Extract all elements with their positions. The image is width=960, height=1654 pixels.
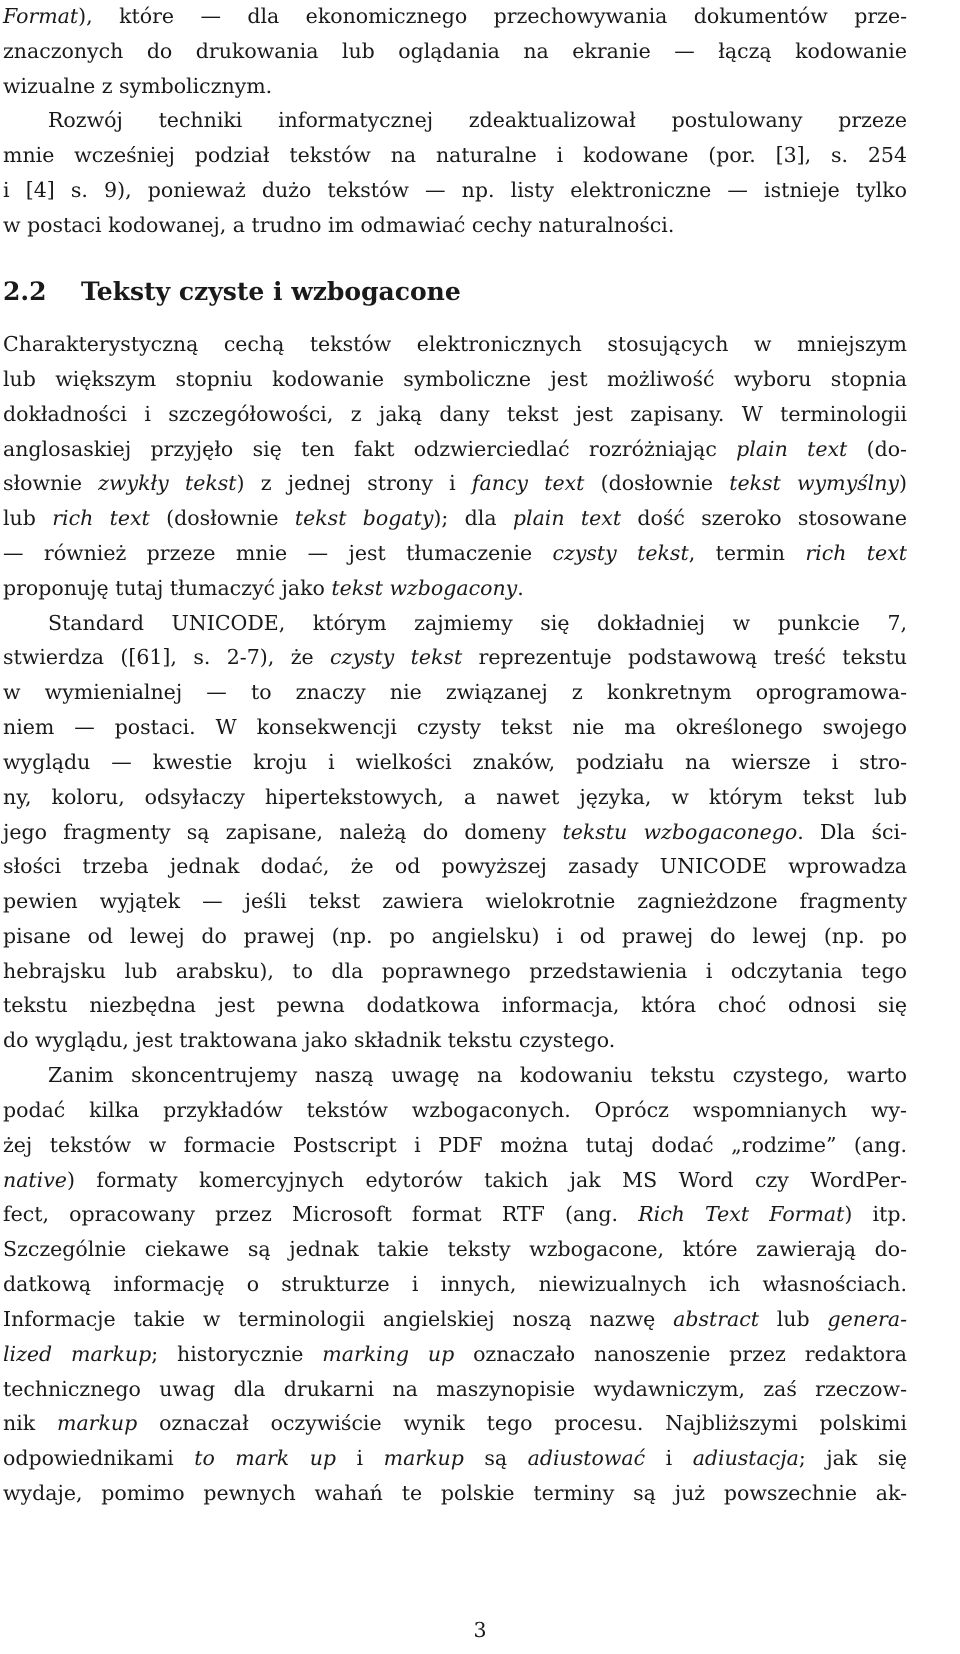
text-run: mnie wcześniej podział tekstów na naturalne i kodowane (por. [3], s. 254 bbox=[3, 143, 907, 167]
text-run: do wyglądu, jest traktowana jako składnik tekstu czystego. bbox=[3, 1028, 616, 1052]
text-line bbox=[3, 1379, 907, 1400]
italic-term: lized markup bbox=[3, 1342, 152, 1366]
text-run: ; historycznie bbox=[151, 1342, 323, 1366]
text-line bbox=[3, 369, 907, 390]
section-number: 2.2 bbox=[3, 277, 47, 306]
text-run: . Dla ści- bbox=[797, 820, 907, 844]
text-run: reprezentuje podstawową treść tekstu bbox=[462, 645, 907, 669]
text-line bbox=[48, 1065, 907, 1086]
text-line bbox=[3, 1413, 907, 1434]
italic-term: rich text bbox=[805, 541, 907, 565]
text-line bbox=[3, 76, 907, 97]
text-line bbox=[3, 1309, 907, 1330]
text-line bbox=[3, 1204, 907, 1225]
text-run: są bbox=[463, 1446, 528, 1470]
text-run: oznaczał oczywiście wynik tego procesu. Najbliższymi polskimi bbox=[137, 1411, 907, 1435]
italic-term: tekst bogaty bbox=[294, 506, 434, 530]
text-run: lub bbox=[758, 1307, 828, 1331]
text-line bbox=[3, 891, 907, 912]
text-line bbox=[3, 404, 907, 425]
text-run: nik bbox=[3, 1411, 58, 1435]
italic-term: markup bbox=[57, 1411, 138, 1435]
text-line bbox=[3, 1448, 907, 1469]
section-title: Teksty czyste i wzbogacone bbox=[81, 277, 461, 306]
text-run: (do- bbox=[847, 437, 907, 461]
text-run: i bbox=[645, 1446, 693, 1470]
text-run: słownie bbox=[3, 471, 99, 495]
text-run: znaczonych do drukowania lub oglądania na ekranie — łączą kodowanie bbox=[3, 39, 907, 63]
text-line bbox=[3, 145, 907, 166]
text-run: Zanim skoncentrujemy naszą uwagę na kodowaniu tekstu czystego, warto bbox=[48, 1063, 907, 1087]
italic-term: genera- bbox=[827, 1307, 907, 1331]
text-run: jego fragmenty są zapisane, należą do domeny bbox=[3, 820, 563, 844]
text-run: wydaje, pomimo pewnych wahań te polskie terminy są już powszechnie ak- bbox=[3, 1481, 907, 1505]
italic-term: zwykły tekst bbox=[98, 471, 237, 495]
text-line bbox=[3, 926, 907, 947]
text-run: wyglądu — kwestie kroju i wielkości znaków, podziału na wiersze i stro- bbox=[3, 750, 907, 774]
italic-term: Rich Text Format bbox=[638, 1202, 845, 1226]
text-run: . bbox=[517, 576, 524, 600]
text-run: Charakterystyczną cechą tekstów elektronicznych stosujących w mniejszym bbox=[3, 332, 907, 356]
text-run: — również przeze mnie — jest tłumaczenie bbox=[3, 541, 553, 565]
text-run: pisane od lewej do prawej (np. po angielsku) i od prawej do lewej (np. po bbox=[3, 924, 907, 948]
text-line bbox=[3, 717, 907, 738]
text-line bbox=[3, 1344, 907, 1365]
page-number: 3 bbox=[473, 1618, 487, 1642]
text-run: i [4] s. 9), ponieważ dużo tekstów — np. listy elektroniczne — istnieje tylko bbox=[3, 178, 907, 202]
text-line bbox=[3, 1100, 907, 1121]
text-run: (dosłownie bbox=[584, 471, 730, 495]
text-line bbox=[3, 439, 907, 460]
text-run: lub większym stopniu kodowanie symboliczne jest możliwość wyboru stopnia bbox=[3, 367, 907, 391]
text-run: stwierdza ([61], s. 2-7), że bbox=[3, 645, 331, 669]
italic-term: adiustować bbox=[527, 1446, 646, 1470]
text-run: datkową informację o strukturze i innych, niewizualnych ich własnościach. bbox=[3, 1272, 907, 1296]
text-run: ) bbox=[899, 471, 908, 495]
text-line bbox=[3, 995, 907, 1016]
text-line bbox=[48, 613, 907, 634]
text-run: ); dla bbox=[433, 506, 513, 530]
italic-term: adiustacja bbox=[692, 1446, 799, 1470]
italic-term: fancy text bbox=[471, 471, 585, 495]
text-run: pewien wyjątek — jeśli tekst zawiera wielokrotnie zagnieżdzone fragmenty bbox=[3, 889, 907, 913]
text-run: dość szeroko stosowane bbox=[621, 506, 907, 530]
text-line bbox=[3, 752, 907, 773]
italic-term: abstract bbox=[673, 1307, 759, 1331]
text-run: oznaczało nanoszenie przez redaktora bbox=[454, 1342, 907, 1366]
text-run: ), które — dla ekonomicznego przechowywania dokumentów prze- bbox=[78, 4, 907, 28]
text-run: w postaci kodowanej, a trudno im odmawiać cechy naturalności. bbox=[3, 213, 675, 237]
text-line bbox=[3, 647, 907, 668]
italic-term: plain text bbox=[512, 506, 622, 530]
text-line bbox=[3, 6, 907, 27]
text-line bbox=[3, 787, 907, 808]
text-run: wizualne z symbolicznym. bbox=[3, 74, 273, 98]
text-line bbox=[3, 473, 907, 494]
italic-term: to mark up bbox=[194, 1446, 337, 1470]
text-run: , termin bbox=[688, 541, 806, 565]
italic-term: tekst wymyślny bbox=[729, 471, 900, 495]
text-line bbox=[3, 180, 907, 201]
text-run: żej tekstów w formacie Postscript i PDF można tutaj dodać „rodzime” (ang. bbox=[3, 1133, 907, 1157]
italic-term: czysty tekst bbox=[552, 541, 689, 565]
text-run: Standard UNICODE, którym zajmiemy się dokładniej w punkcie 7, bbox=[48, 611, 907, 635]
text-line bbox=[3, 1030, 907, 1051]
italic-term: plain text bbox=[736, 437, 848, 461]
text-run: ) itp. bbox=[844, 1202, 907, 1226]
text-run: hebrajsku lub arabsku), to dla poprawnego przedstawienia i odczytania tego bbox=[3, 959, 907, 983]
text-run: słości trzeba jednak dodać, że od powyższej zasady UNICODE wprowadza bbox=[3, 854, 907, 878]
text-run: Informacje takie w terminologii angielskiej noszą nazwę bbox=[3, 1307, 674, 1331]
text-line bbox=[3, 41, 907, 62]
italic-term: tekstu wzbogaconego bbox=[562, 820, 798, 844]
text-line bbox=[3, 1135, 907, 1156]
section-heading bbox=[3, 279, 461, 304]
text-run: proponuję tutaj tłumaczyć jako bbox=[3, 576, 332, 600]
text-line bbox=[3, 1274, 907, 1295]
text-run: ) z jednej strony i bbox=[236, 471, 472, 495]
text-run: (dosłownie bbox=[149, 506, 295, 530]
text-line bbox=[3, 682, 907, 703]
text-line bbox=[3, 1239, 907, 1260]
text-run: Szczególnie ciekawe są jednak takie teksty wzbogacone, które zawierają do- bbox=[3, 1237, 907, 1261]
text-line bbox=[3, 822, 907, 843]
text-line bbox=[3, 856, 907, 877]
text-line bbox=[3, 334, 907, 355]
text-run: niem — postaci. W konsekwencji czysty tekst nie ma określonego swojego bbox=[3, 715, 907, 739]
text-run: ; jak się bbox=[798, 1446, 907, 1470]
text-run: anglosaskiej przyjęło się ten fakt odzwierciedlać rozróżniając bbox=[3, 437, 737, 461]
text-run: Rozwój techniki informatycznej zdeaktualizował postulowany przeze bbox=[48, 108, 907, 132]
italic-term: czysty tekst bbox=[330, 645, 463, 669]
italic-term: native bbox=[3, 1168, 67, 1192]
text-run: dokładności i szczegółowości, z jaką dany tekst jest zapisany. W terminologii bbox=[3, 402, 907, 426]
text-run: lub bbox=[3, 506, 53, 530]
text-run: odpowiednikami bbox=[3, 1446, 195, 1470]
italic-term: marking up bbox=[322, 1342, 455, 1366]
italic-term: markup bbox=[383, 1446, 464, 1470]
text-run: ny, koloru, odsyłaczy hipertekstowych, a nawet języka, w którym tekst lub bbox=[3, 785, 907, 809]
text-line bbox=[3, 215, 907, 236]
text-run: technicznego uwag dla drukarni na maszynopisie wydawniczym, zaś rzeczow- bbox=[3, 1377, 907, 1401]
text-line bbox=[3, 1483, 907, 1504]
text-line bbox=[3, 578, 907, 599]
text-run: ) formaty komercyjnych edytorów takich jak MS Word czy WordPer- bbox=[66, 1168, 907, 1192]
text-run: tekstu niezbędna jest pewna dodatkowa informacja, która choć odnosi się bbox=[3, 993, 907, 1017]
text-line bbox=[48, 110, 907, 131]
text-line bbox=[3, 961, 907, 982]
italic-term: tekst wzbogacony bbox=[331, 576, 518, 600]
italic-term: Format bbox=[3, 4, 79, 28]
italic-term: rich text bbox=[52, 506, 150, 530]
text-run: podać kilka przykładów tekstów wzbogaconych. Oprócz wspomnianych wy- bbox=[3, 1098, 907, 1122]
text-run: fect, opracowany przez Microsoft format RTF (ang. bbox=[3, 1202, 639, 1226]
text-line bbox=[3, 543, 907, 564]
text-line bbox=[3, 1170, 907, 1191]
text-run: i bbox=[336, 1446, 384, 1470]
text-line bbox=[3, 508, 907, 529]
text-run: w wymienialnej — to znaczy nie związanej z konkretnym oprogramowa- bbox=[3, 680, 907, 704]
